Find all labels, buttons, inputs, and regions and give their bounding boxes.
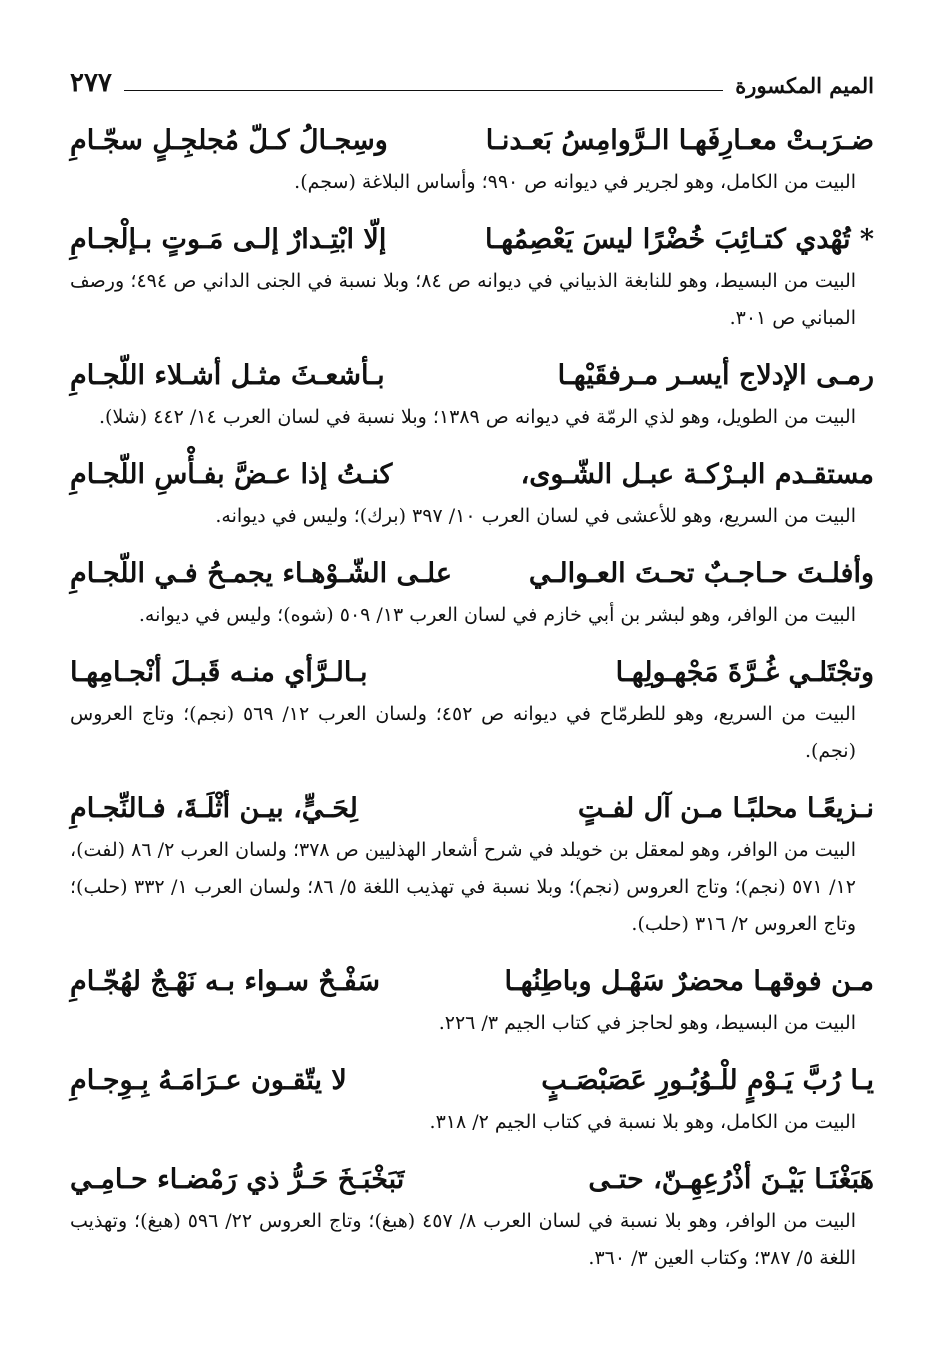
verse-entry <box>70 959 874 1042</box>
citation-note: البيت من الكامل، وهو بلا نسبة في كتاب الجيم ٢/ ٣١٨. <box>429 1111 856 1133</box>
verse-line <box>70 353 874 399</box>
second-hemistich: سَفْـحٌ سـواء بـه نَهْـجٌ لهُجّـامِ <box>70 966 381 997</box>
citation-note: البيت من البسيط، وهو لحاجز في كتاب الجيم ٣/ ٢٢٦. <box>438 1012 856 1034</box>
first-hemistich: هَبَغْنَـا بَيْـنَ أذْرُعِهِـنّ، حتـى <box>588 1164 874 1195</box>
verse-line <box>70 217 874 263</box>
verse-entry <box>70 118 874 201</box>
verse-entry <box>70 551 874 634</box>
first-hemistich: مستقـدم البـرْكـة عبـل الشّـوى، <box>520 459 874 490</box>
citation-note: البيت من الوافر، وهو لبشر بن أبي خازم في لسان العرب ١٣/ ٥٠٩ (شوه)؛ وليس في ديوانه. <box>138 604 856 626</box>
second-hemistich: إلّا ابْتِـدارٌ إلـى مَـوتٍ بـإلْجـامِ <box>70 224 387 255</box>
verse-entry <box>70 1157 874 1277</box>
first-hemistich: يـا رُبَّ يَـوْمٍ للْـوُبُـورِ عَصَبْصَـبٍ <box>541 1065 874 1096</box>
verse-entries <box>70 118 874 1277</box>
header-rule <box>124 90 723 91</box>
verse-entry <box>70 786 874 943</box>
verse-line <box>70 551 874 597</box>
citation-note: البيت من الطويل، وهو لذي الرمّة في ديوانه ص ١٣٨٩؛ وبلا نسبة في لسان العرب ١٤/ ٤٤٢ (شلا). <box>99 406 856 428</box>
citation-note: البيت من الوافر، وهو بلا نسبة في لسان العرب ٨/ ٤٥٧ (هبغ)؛ وتاج العروس ٢٢/ ٥٩٦ (هبغ)؛ وتهذيب اللغة ٥/ ٣٨٧؛ وكتاب العين ٣/ ٣٦٠. <box>70 1210 856 1269</box>
second-hemistich: علـى الشّـوْهـاء يجمـحُ فـي اللّجـامِ <box>70 558 452 589</box>
first-hemistich: نـزيعًـا محلبًـا مـن آل لفـتٍ <box>577 793 874 824</box>
verse-entry <box>70 353 874 436</box>
citation-note: البيت من الكامل، وهو لجرير في ديوانه ص ٩٩٠؛ وأساس البلاغة (سجم). <box>294 171 856 193</box>
page-number: ٢٧٧ <box>70 68 112 98</box>
second-hemistich: تَبَخْبَـخَ حَـرُّ ذي رَمْضـاء حـامِـي <box>70 1164 405 1195</box>
first-hemistich: * تُهْدي كتـائِبَ خُضْرًا ليسَ يَعْصِمُهـا <box>485 224 874 255</box>
second-hemistich: لا يتّقـون عـرَامَـهُ بِـوِجـامِ <box>70 1065 347 1096</box>
verse-line <box>70 959 874 1005</box>
verse-line <box>70 650 874 696</box>
citation-note: البيت من الوافر، وهو لمعقل بن خويلد في شرح أشعار الهذليين ص ٣٧٨؛ ولسان العرب ٢/ ٨٦ (لفت)، ١٢/ ٥٧١ (نجم)؛ وتاج العروس (نجم)؛ وبلا نسبة في تهذيب اللغة ٥/ ٨٦؛ ولسان العرب ١/ ٣٣٢ (حلب)؛ وتاج العروس ٢/ ٣١٦ (حلب). <box>70 839 856 935</box>
verse-entry <box>70 650 874 770</box>
first-hemistich: ضـرَبـتْ معـارِفَهـا الـرَّوامِسُ بَعـدنـا <box>485 125 874 156</box>
verse-line <box>70 786 874 832</box>
verse-entry <box>70 452 874 535</box>
second-hemistich: كنـتُ إذا عـضَّ بفـأْسِ اللّجـامِ <box>70 459 393 490</box>
running-header <box>70 58 874 98</box>
second-hemistich: بـأشعـثَ مثـل أشـلاء اللّجـامِ <box>70 360 385 391</box>
citation-note: البيت من البسيط، وهو للنابغة الذبياني في ديوانه ص ٨٤؛ وبلا نسبة في الجنى الداني ص ٤٩٤؛ ورصف المباني ص ٣٠١. <box>70 270 857 329</box>
verse-entry <box>70 1058 874 1141</box>
citation-note: البيت من السريع، وهو للأعشى في لسان العرب ١٠/ ٣٩٧ (برك)؛ وليس في ديوانه. <box>215 505 856 527</box>
verse-entry <box>70 217 874 337</box>
chapter-title: الميم المكسورة <box>735 73 874 98</box>
second-hemistich: وسِجـالُ كـلّ مُجلجِـلٍ سجّـامِ <box>70 125 388 156</box>
verse-line <box>70 452 874 498</box>
first-hemistich: وتجْتَلـي غُـرَّةَ مَجْهـولِهـا <box>615 657 874 688</box>
verse-line <box>70 1157 874 1203</box>
second-hemistich: بـالـرَّأي منـه قَبـلَ أنْجـامِهـا <box>70 657 368 688</box>
second-hemistich: لِحَـيٍّ، بيـن أثْلَـةَ، فـالنِّجـامِ <box>70 793 358 824</box>
first-hemistich: مـن فوقهـا محضرٌ سَهْـل وباطِنُهـا <box>504 966 874 997</box>
first-hemistich: رمـى الإدلاج أيسـر مـرفقَيْهـا <box>557 360 874 391</box>
citation-note: البيت من السريع، وهو للطرمّاح في ديوانه ص ٤٥٢؛ ولسان العرب ١٢/ ٥٦٩ (نجم)؛ وتاج العروس (نجم). <box>70 703 856 762</box>
verse-line <box>70 118 874 164</box>
first-hemistich: وأفلـتَ حـاجـبٌ تحـتَ العـوالـي <box>528 558 874 589</box>
verse-line <box>70 1058 874 1104</box>
